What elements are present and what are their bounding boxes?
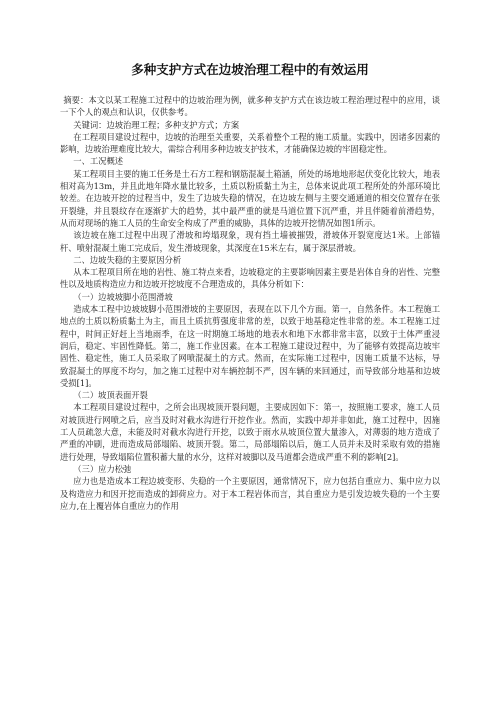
subsection-3-paragraph: 应力也是造成本工程边坡变形、失稳的一个主要原因，通常情况下，应力包括自重应力、集中应力以及构造应力和因开挖而造成的卸荷应力。对于本工程岩体而言，其自重应力是引发边坡失稳的一个主要应力,在上覆岩体自重应力的作用 [60, 476, 440, 511]
subsection-1-paragraph: 造成本工程中边坡坡脚小范围滑坡的主要原因，表现在以下几个方面。第一，自然条件。本工程施工地点的土质以粉质黏土为主，而且土质抗剪强度非常的差，以致于地基稳定性非常的差。本工程施工过程中，时间正好赶上当地雨季，在这一时期施工场地的地表水和地下水都非常丰富，以致于土体严重浸润后，稳定、牢固性降低。第二，施工作业因素。在本工程施工建设过程中，为了能够有效提高边坡牢固性、稳定性，施工人员采取了网喷混凝土的方式。然而，在实际施工过程中，因施工质量不达标，导致混凝土的厚度不均匀，加之施工过程中对车辆控制不严，因车辆的来回通过，而导致部分地基和边坡受损[1]。 [60, 304, 440, 388]
document-title: 多种支护方式在边坡治理工程中的有效运用 [131, 62, 369, 77]
keywords: 关键词：边坡治理工程；多种支护方式；方案 [73, 119, 240, 130]
section-1-paragraph-2: 该边坡在施工过程中出现了滑坡和垮塌现象，现有挡土墙被摧毁，滑坡体开裂宽度达1米。上部锚杆、喷射混凝土施工完成后，发生滑坡现象，其深度在15米左右，属于深层滑坡。 [60, 230, 440, 253]
subsection-1-heading: （一）边坡坡脚小范围滑坡 [73, 291, 173, 302]
section-2-heading: 二、边坡失稳的主要原因分析 [73, 254, 182, 265]
subsection-2-paragraph: 本工程项目建设过程中，之所会出现坡顶开裂问题，主要成因如下：第一，按照施工要求，施工人员对坡顶进行网喷之后，应当及时对截水沟进行开挖作业。然而，实践中却并非如此，施工过程中，因施工人员疏忽大意，未能及时对截水沟进行开挖，以致于雨水从坡顶位置大量渗入，对薄弱的地方造成了严重的冲刷，进而造成局部塌陷、坡顶开裂。第二，局部塌陷以后，施工人员并未及时采取有效的措施进行处理，导致塌陷位置积蓄大量的水分，这样对坡脚以及马道都会造成严重不利的影响[2]。 [60, 402, 440, 462]
subsection-2-heading: （二）坡顶表面开裂 [73, 390, 148, 401]
section-1-heading: 一、工况概述 [73, 156, 124, 167]
abstract: 摘要：本文以某工程施工过程中的边坡治理为例，就多种支护方式在该边坡工程治理过程中的应用，谈一下个人的观点和认识，仅供参考。 [60, 95, 440, 118]
intro-paragraph: 在工程项目建设过程中，边坡的治理至关重要，关系着整个工程的施工质量。实践中，因诸多因素的影响，边坡治理难度比较大，需综合利用多种边坡支护技术，才能确保边坡的牢固稳定性。 [60, 131, 440, 155]
section-1-paragraph-1: 某工程项目主要的施工任务是土石方工程和钢筋混凝土箱涵，所处的场地地形起伏变化比较大，地表相对高为13m，并且此地年降水量比较多，土质以粉质黏土为主，总体来说此项工程所处的外部环境比较差。在边坡开挖的过程当中，发生了边坡失稳的情况，在边坡左侧与主要交通通道的相交位置存在张开裂缝，并且裂纹存在逐渐扩大的趋势，其中最严重的就是马道位置下沉严重，并且伴随着前滑趋势，从而对现场的施工人员的生命安全构成了严重的威胁，具体的边坡开挖情况如图1所示。 [60, 168, 440, 228]
section-2-paragraph: 从本工程项目所在地的岩性、施工特点来看，边坡稳定的主要影响因素主要是岩体自身的岩性、完整性以及地质构造应力和边坡开挖坡度不合理造成的，具体分析如下： [60, 267, 440, 290]
subsection-3-heading: （三）应力松弛 [73, 463, 132, 474]
